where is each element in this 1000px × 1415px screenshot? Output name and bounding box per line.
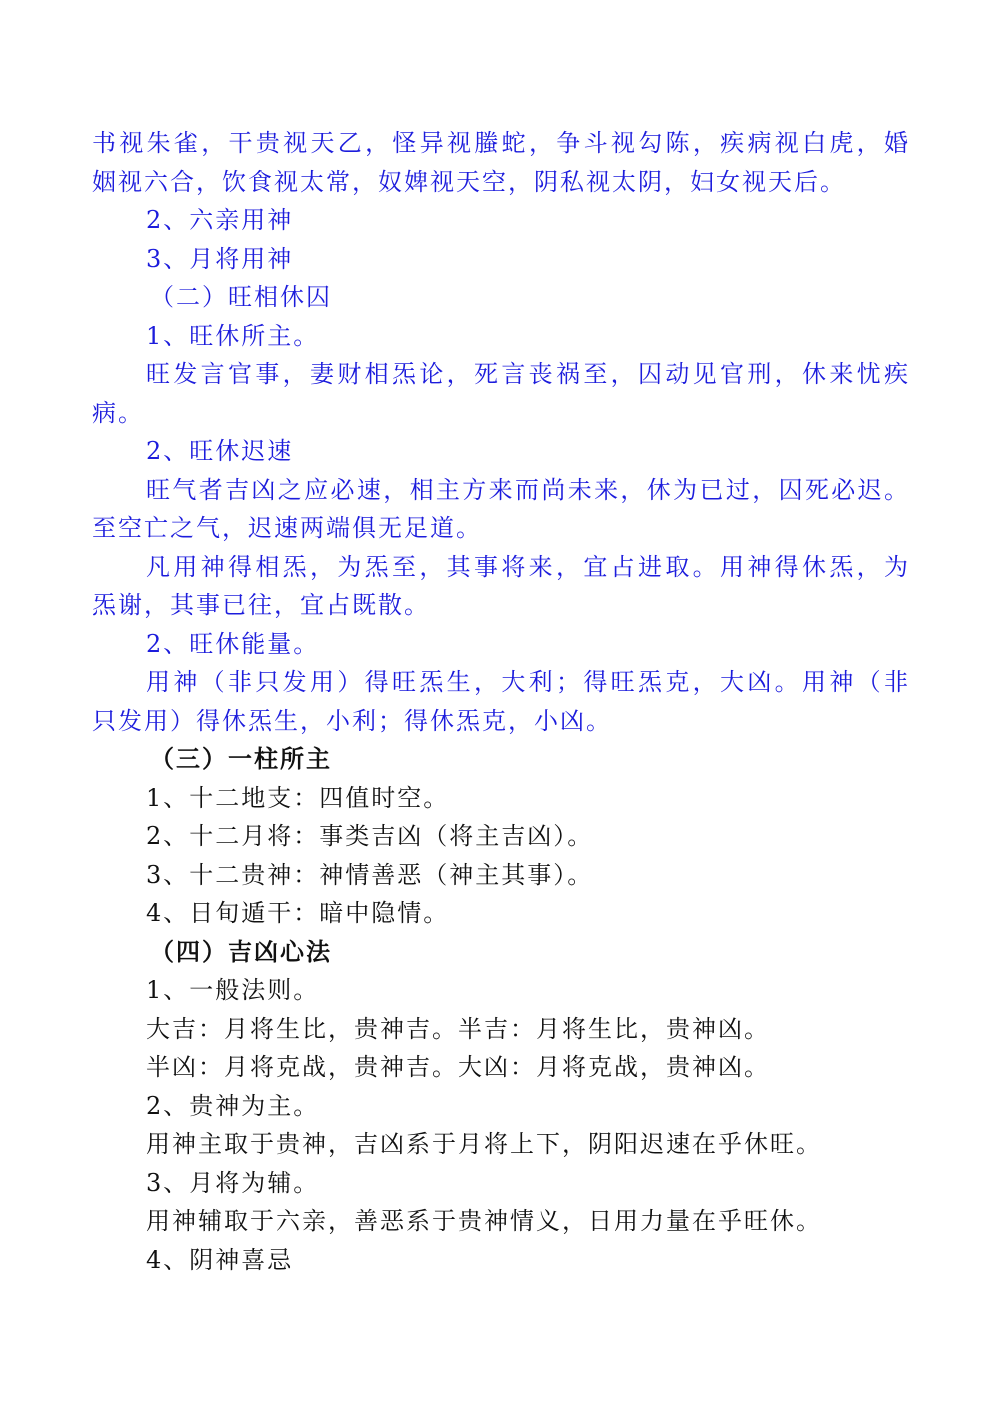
- section-heading: （三）一柱所主: [150, 744, 332, 773]
- paragraph-line: 用神（非只发用）得旺炁生，大利；得旺炁克，大凶。用神（非: [146, 668, 910, 696]
- list-item-heading: 3、月将为辅。: [146, 1168, 320, 1197]
- paragraph-line: 用神主取于贵神，吉凶系于月将上下，阴阳迟速在乎休旺。: [146, 1130, 822, 1158]
- list-item-heading: 4、阴神喜忌: [146, 1245, 294, 1274]
- list-item: 3、十二贵神：神情善恶（神主其事）。: [146, 860, 594, 889]
- list-item: 2、十二月将：事类吉凶（将主吉凶）。: [146, 822, 594, 850]
- list-item-heading: 2、六亲用神: [146, 206, 294, 234]
- list-item-heading: 3、月将用神: [146, 244, 294, 273]
- paragraph-line: 只发用）得休炁生，小利；得休炁克，小凶。: [92, 706, 612, 735]
- paragraph-line: 至空亡之气，迟速两端俱无足道。: [92, 514, 482, 542]
- list-item: 4、日旬遁干：暗中隐情。: [146, 899, 450, 927]
- document-body: [92, 124, 910, 1279]
- paragraph-line: 旺气者吉凶之应必速，相主方来而尚未来，休为已过，囚死必迟。: [146, 475, 910, 504]
- paragraph-line: 旺发言官事，妻财相炁论，死言丧祸至，囚动见官刑，休来忧疾: [146, 360, 910, 388]
- section-heading: （四）吉凶心法: [150, 936, 332, 966]
- list-item-heading: 1、旺休所主。: [146, 321, 320, 350]
- list-item: 1、十二地支：四值时空。: [146, 783, 450, 812]
- paragraph-line: 病。: [92, 398, 144, 427]
- paragraph-line: 凡用神得相炁，为炁至，其事将来，宜占进取。用神得休炁，为: [146, 552, 910, 581]
- paragraph-line: 大吉：月将生比，贵神吉。半吉：月将生比，贵神凶。: [146, 1014, 770, 1043]
- paragraph-line: 半凶：月将克战，贵神吉。大凶：月将克战，贵神凶。: [146, 1053, 770, 1081]
- text-line: 姻视六合，饮食视太常，奴婢视天空，阴私视太阴，妇女视天后。: [92, 167, 846, 196]
- text-line: 书视朱雀，干贵视天乙，怪异视螣蛇，争斗视勾陈，疾病视白虎，婚: [92, 129, 910, 157]
- paragraph-line: 炁谢，其事已往，宜占既散。: [92, 591, 430, 619]
- list-item-heading: 2、旺休能量。: [146, 629, 320, 658]
- list-item-heading: 2、旺休迟速: [146, 437, 294, 465]
- section-heading: （二）旺相休囚: [150, 283, 332, 311]
- list-item-heading: 2、贵神为主。: [146, 1091, 320, 1120]
- list-item-heading: 1、一般法则。: [146, 976, 320, 1004]
- paragraph-line: 用神辅取于六亲，善恶系于贵神情义，日用力量在乎旺休。: [146, 1207, 822, 1235]
